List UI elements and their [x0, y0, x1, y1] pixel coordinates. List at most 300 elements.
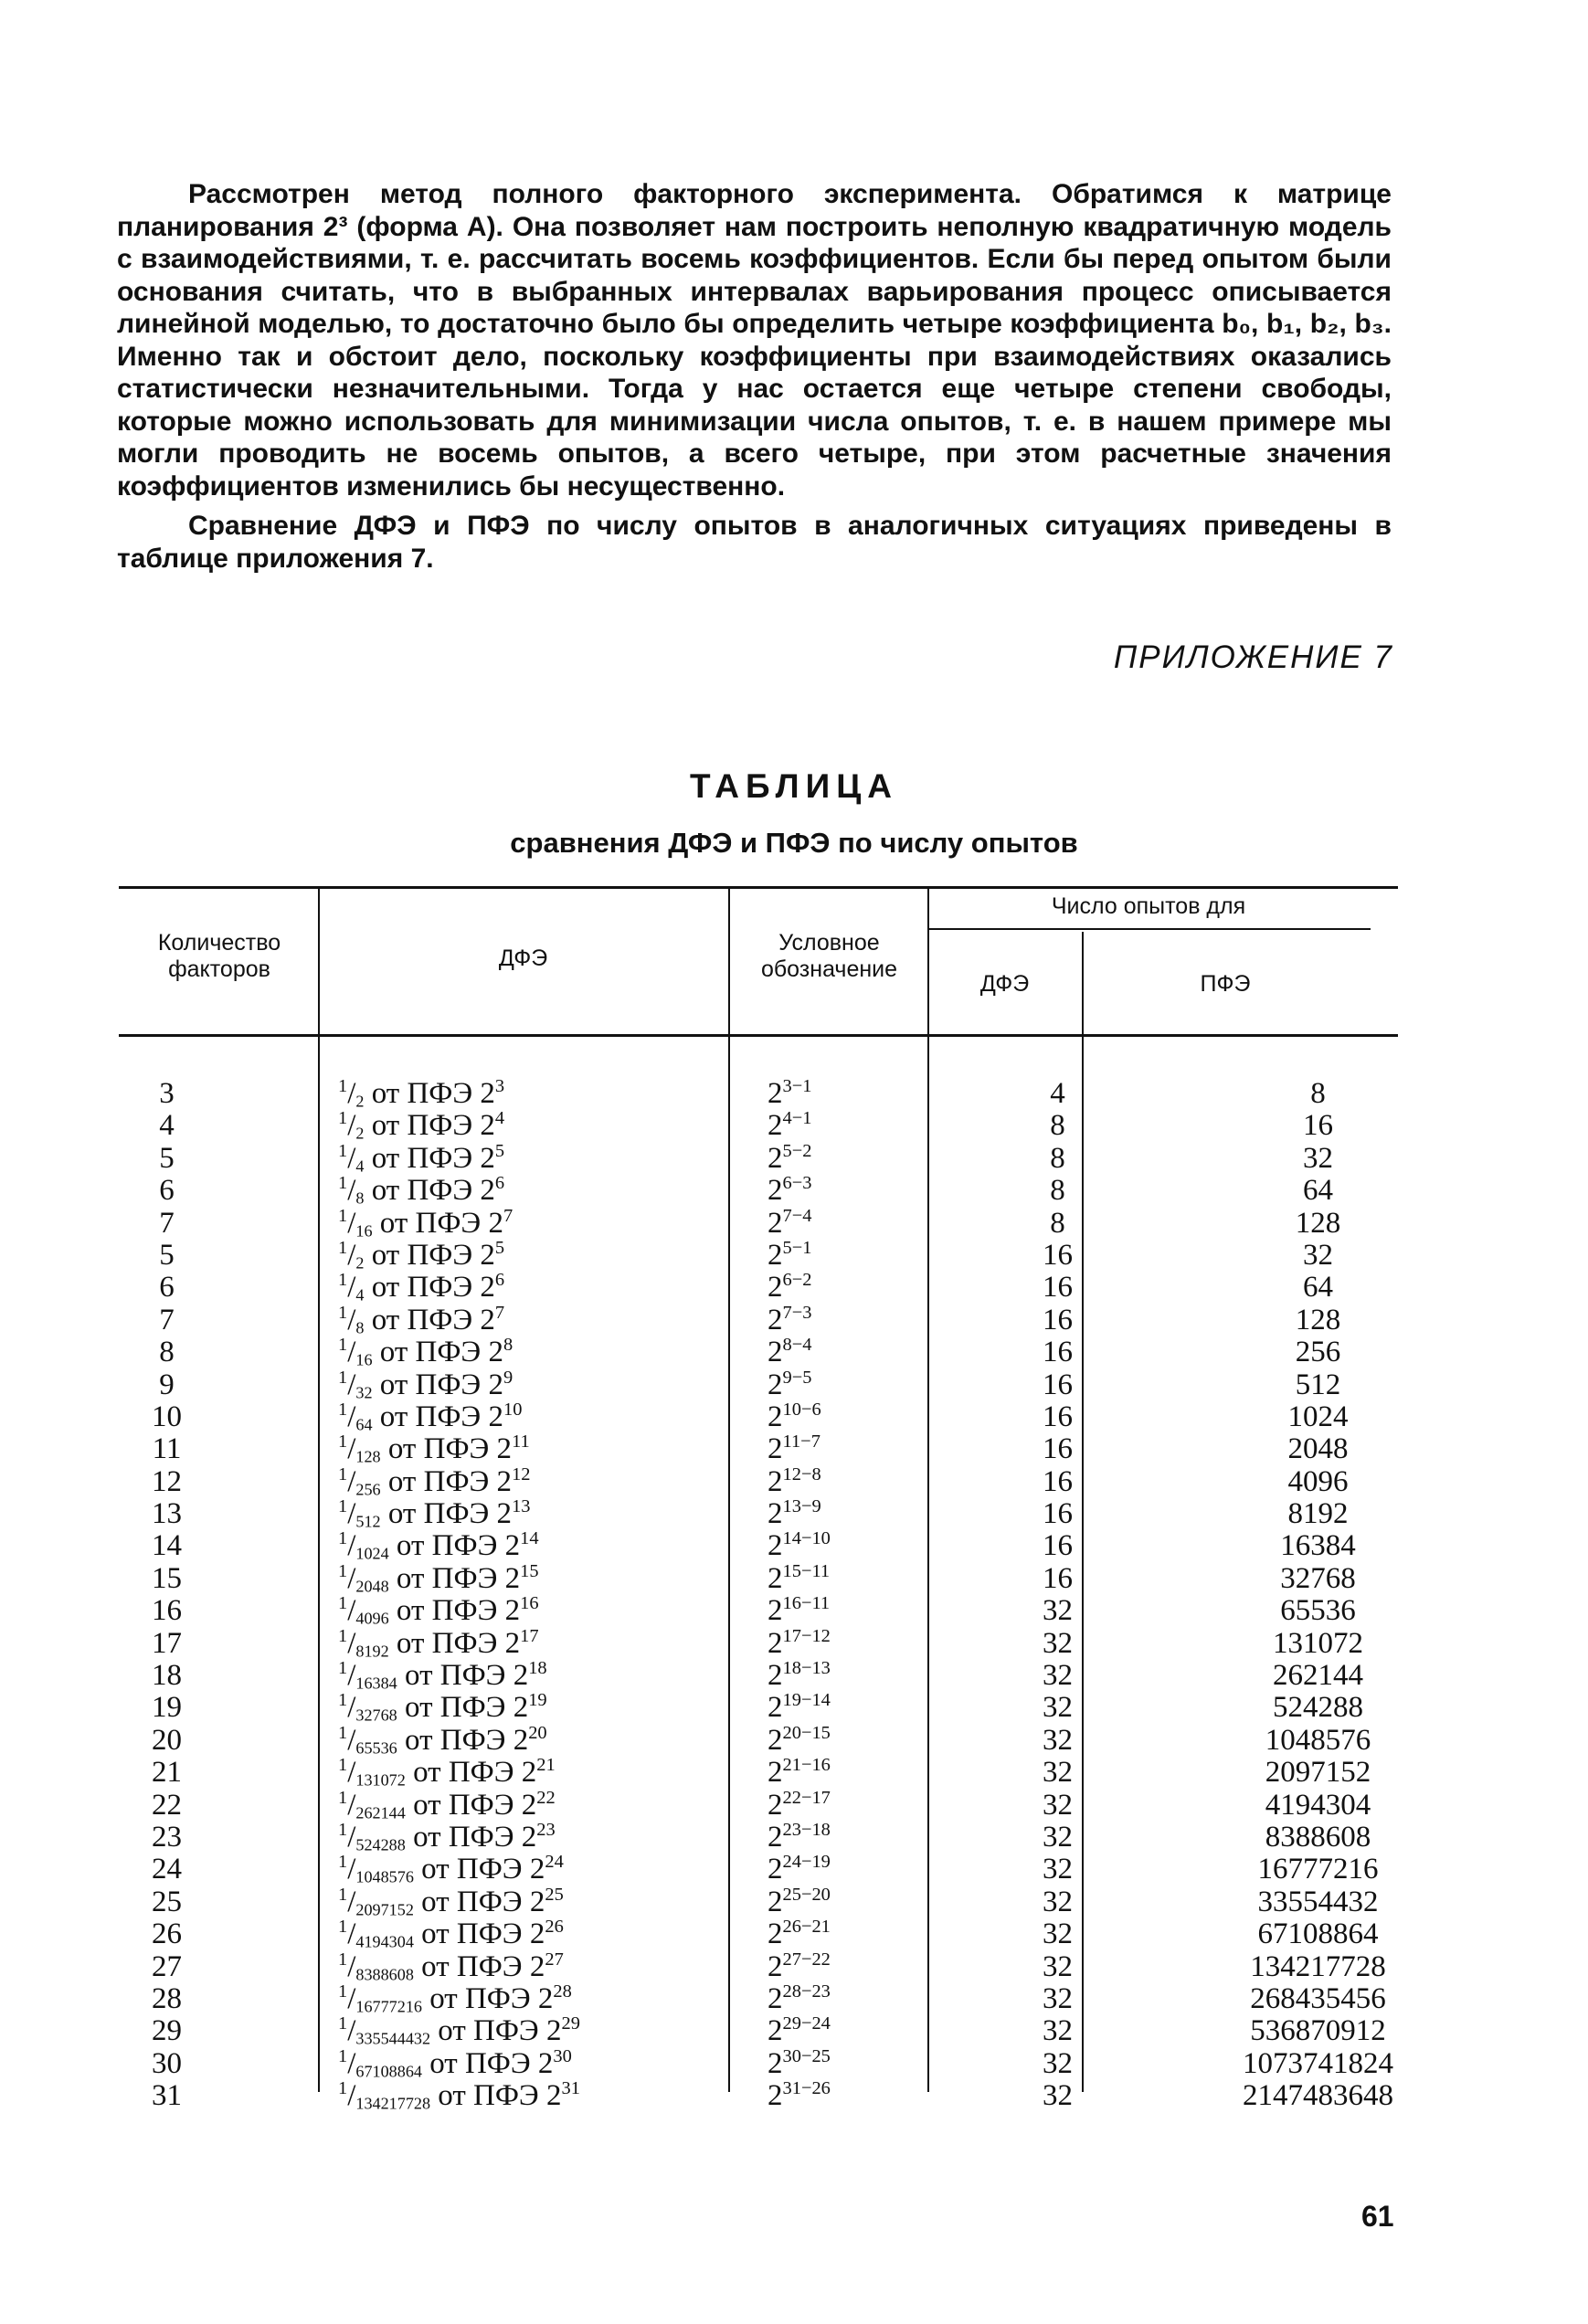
- dfe-fraction: $^1/_{4194304}$ от ПФЭ $2^{26}$: [338, 1917, 564, 1951]
- symbol-exponent: 17−12: [782, 1625, 831, 1646]
- symbol-notation: $2^{25-20}$: [768, 1884, 831, 1918]
- dfe-fraction: $^1/_4$ от ПФЭ $2^6$: [338, 1270, 505, 1305]
- fraction-denominator: 16: [355, 1221, 373, 1241]
- pfe-exponent: 18: [528, 1658, 547, 1679]
- dfe-fraction: $^1/_{1024}$ от ПФЭ $2^{14}$: [338, 1528, 539, 1563]
- symbol-notation: $2^{30-25}$: [768, 2045, 831, 2080]
- word-of: от: [397, 1723, 440, 1757]
- dfe-fraction: $^1/_{16384}$ от ПФЭ $2^{18}$: [338, 1658, 547, 1693]
- pfe-exponent: 3: [494, 1076, 505, 1096]
- word-pfe: ПФЭ 2: [456, 1917, 545, 1951]
- symbol-exponent: 21−16: [782, 1755, 831, 1776]
- word-pfe: ПФЭ 2: [448, 1820, 537, 1854]
- table-row: [119, 2015, 1398, 2047]
- pfe-run-count: 32: [1303, 1141, 1333, 1175]
- table-row: [119, 1401, 1398, 1433]
- pfe-run-count: 134217728: [1250, 1949, 1386, 1983]
- word-of: от: [364, 1303, 408, 1336]
- intro-paragraph-2: Сравнение ДФЭ и ПФЭ по числу опытов в аналогичных ситуациях приведены в таблице приложения 7.: [117, 511, 1392, 574]
- symbol-notation: $2^{19-14}$: [768, 1690, 831, 1725]
- symbol-notation: $2^{5-2}$: [768, 1140, 812, 1175]
- pfe-exponent: 22: [536, 1787, 556, 1808]
- dfe-fraction: $^1/_8$ от ПФЭ $2^6$: [338, 1173, 505, 1208]
- word-of: от: [364, 1077, 408, 1110]
- table-row: [119, 1078, 1398, 1110]
- pfe-run-count: 1048576: [1265, 1723, 1371, 1757]
- word-pfe: ПФЭ 2: [464, 1981, 554, 2015]
- fraction-numerator: 1: [338, 1981, 348, 2002]
- dfe-fraction: $^1/_{256}$ от ПФЭ $2^{12}$: [338, 1463, 531, 1499]
- dfe-run-count: 32: [1043, 1594, 1073, 1628]
- factor-count: 7: [159, 1206, 175, 1240]
- fraction-numerator: 1: [338, 1949, 348, 1970]
- fraction-denominator: 8: [355, 1188, 365, 1208]
- factor-count: 18: [152, 1659, 182, 1693]
- table-row: [119, 1886, 1398, 1918]
- table-header-rule: [119, 1034, 1398, 1037]
- fraction-numerator: 1: [338, 1787, 348, 1808]
- word-pfe: ПФЭ 2: [456, 1949, 545, 1983]
- fraction-denominator: 2097152: [355, 1900, 414, 1919]
- dfe-fraction: $^1/_4$ от ПФЭ $2^5$: [338, 1140, 505, 1176]
- pfe-run-count: 64: [1303, 1271, 1333, 1305]
- dfe-fraction: $^1/_{2048}$ от ПФЭ $2^{15}$: [338, 1560, 539, 1596]
- word-pfe: ПФЭ 2: [431, 1529, 521, 1563]
- table-row: [119, 1175, 1398, 1207]
- dfe-run-count: 32: [1043, 1756, 1073, 1790]
- dfe-fraction: $^1/_2$ от ПФЭ $2^5$: [338, 1237, 505, 1273]
- word-of: от: [421, 1981, 465, 2015]
- factor-count: 25: [152, 1885, 182, 1918]
- fraction-numerator: 1: [338, 2013, 348, 2034]
- pfe-exponent: 12: [512, 1463, 531, 1484]
- fraction-denominator: 1024: [355, 1545, 389, 1563]
- dfe-fraction: $^1/_8$ от ПФЭ $2^7$: [338, 1302, 505, 1337]
- dfe-fraction: $^1/_{32768}$ от ПФЭ $2^{19}$: [338, 1690, 547, 1725]
- pfe-exponent: 29: [561, 2013, 580, 2034]
- fraction-numerator: 1: [338, 1367, 348, 1388]
- pfe-exponent: 13: [512, 1496, 531, 1517]
- word-of: от: [388, 1594, 432, 1628]
- factor-count: 10: [152, 1400, 182, 1433]
- fraction-denominator: 4096: [355, 1609, 389, 1628]
- fraction-denominator: 256: [355, 1480, 381, 1499]
- factor-count: 8: [159, 1336, 175, 1369]
- factor-count: 20: [152, 1723, 182, 1757]
- fraction-denominator: 16: [355, 1350, 373, 1369]
- word-of: от: [413, 1885, 457, 1918]
- pfe-run-count: 8192: [1287, 1497, 1349, 1531]
- dfe-fraction: $^1/_{8192}$ от ПФЭ $2^{17}$: [338, 1625, 539, 1661]
- table-row: [119, 1854, 1398, 1886]
- dfe-fraction: $^1/_{8388608}$ от ПФЭ $2^{27}$: [338, 1949, 564, 1984]
- symbol-exponent: 25−20: [782, 1884, 831, 1905]
- word-pfe: ПФЭ 2: [423, 1464, 513, 1498]
- word-of: от: [364, 1271, 408, 1305]
- fraction-denominator: 65536: [355, 1738, 397, 1758]
- word-pfe: ПФЭ 2: [415, 1368, 503, 1401]
- word-pfe: ПФЭ 2: [407, 1141, 495, 1175]
- word-of: от: [380, 1432, 424, 1466]
- word-of: от: [388, 1529, 432, 1563]
- table-row: [119, 2080, 1398, 2112]
- table-title: ТАБЛИЦА: [690, 767, 898, 805]
- pfe-run-count: 524288: [1273, 1691, 1363, 1725]
- pfe-run-count: 131072: [1273, 1626, 1363, 1660]
- table-row: [119, 1433, 1398, 1465]
- factor-count: 28: [152, 1981, 182, 2015]
- factor-count: 17: [152, 1626, 182, 1660]
- fraction-denominator: 4: [355, 1285, 365, 1305]
- pfe-exponent: 10: [503, 1399, 523, 1420]
- fraction-numerator: 1: [338, 1302, 348, 1323]
- fraction-denominator: 16777216: [355, 1997, 422, 2016]
- dfe-run-count: 32: [1043, 1659, 1073, 1693]
- word-of: от: [421, 2046, 465, 2080]
- word-pfe: ПФЭ 2: [473, 2014, 562, 2048]
- table-row: [119, 1918, 1398, 1950]
- factor-count: 4: [159, 1109, 175, 1143]
- symbol-notation: $2^{9-5}$: [768, 1367, 812, 1401]
- factor-count: 31: [152, 2079, 182, 2113]
- table-row: [119, 1595, 1398, 1627]
- dfe-fraction: $^1/_{524288}$ от ПФЭ $2^{23}$: [338, 1819, 556, 1854]
- pfe-run-count: 16384: [1280, 1529, 1356, 1563]
- pfe-exponent: 30: [553, 2045, 572, 2066]
- word-of: от: [372, 1336, 416, 1369]
- fraction-denominator: 1048576: [355, 1867, 414, 1886]
- word-of: от: [397, 1691, 440, 1725]
- dfe-run-count: 4: [1050, 1077, 1065, 1110]
- header-count-pfe: ПФЭ: [1200, 971, 1251, 997]
- fraction-numerator: 1: [338, 2078, 348, 2099]
- fraction-denominator: 4: [355, 1157, 365, 1176]
- word-pfe: ПФЭ 2: [439, 1723, 529, 1757]
- pfe-exponent: 26: [545, 1917, 564, 1938]
- dfe-fraction: $^1/_2$ от ПФЭ $2^4$: [338, 1108, 505, 1143]
- fraction-numerator: 1: [338, 1270, 348, 1291]
- pfe-run-count: 262144: [1273, 1659, 1363, 1693]
- dfe-run-count: 16: [1043, 1238, 1073, 1272]
- fraction-denominator: 134217728: [355, 2094, 431, 2113]
- factor-count: 22: [152, 1788, 182, 1822]
- pfe-run-count: 16777216: [1257, 1853, 1379, 1886]
- fraction-numerator: 1: [338, 1852, 348, 1873]
- word-of: от: [380, 1464, 424, 1498]
- fraction-numerator: 1: [338, 1528, 348, 1549]
- symbol-exponent: 3−1: [782, 1076, 812, 1096]
- pfe-run-count: 256: [1295, 1336, 1341, 1369]
- fraction-denominator: 32768: [355, 1706, 397, 1725]
- table-row: [119, 1498, 1398, 1530]
- symbol-exponent: 29−24: [782, 2013, 831, 2034]
- factor-count: 21: [152, 1756, 182, 1790]
- fraction-numerator: 1: [338, 1463, 348, 1484]
- dfe-run-count: 16: [1043, 1464, 1073, 1498]
- pfe-exponent: 24: [545, 1852, 564, 1873]
- symbol-notation: $2^{15-11}$: [768, 1560, 831, 1595]
- pfe-exponent: 27: [545, 1949, 564, 1970]
- fraction-denominator: 131072: [355, 1770, 406, 1790]
- dfe-run-count: 16: [1043, 1271, 1073, 1305]
- symbol-notation: $2^{16-11}$: [768, 1593, 831, 1628]
- symbol-notation: $2^{10-6}$: [768, 1399, 821, 1433]
- factor-count: 26: [152, 1917, 182, 1951]
- factor-count: 3: [159, 1077, 175, 1110]
- pfe-exponent: 4: [494, 1108, 505, 1129]
- pfe-exponent: 31: [561, 2078, 580, 2099]
- fraction-numerator: 1: [338, 1690, 348, 1711]
- symbol-notation: $2^{18-13}$: [768, 1658, 831, 1693]
- word-of: от: [388, 1626, 432, 1660]
- pfe-exponent: 7: [503, 1205, 513, 1226]
- fraction-denominator: 8192: [355, 1642, 389, 1661]
- factor-count: 12: [152, 1464, 182, 1498]
- fraction-denominator: 67108864: [355, 2062, 422, 2081]
- dfe-run-count: 16: [1043, 1529, 1073, 1563]
- word-of: от: [364, 1174, 408, 1208]
- pfe-run-count: 65536: [1280, 1594, 1356, 1628]
- header-count-dfe: ДФЭ: [979, 971, 1030, 997]
- fraction-numerator: 1: [338, 1819, 348, 1840]
- dfe-fraction: $^1/_{1048576}$ от ПФЭ $2^{24}$: [338, 1852, 564, 1886]
- symbol-exponent: 5−1: [782, 1237, 812, 1258]
- word-of: от: [364, 1238, 408, 1272]
- fraction-numerator: 1: [338, 1560, 348, 1581]
- dfe-run-count: 16: [1043, 1497, 1073, 1531]
- fraction-denominator: 128: [355, 1447, 381, 1466]
- table-row: [119, 1757, 1398, 1789]
- symbol-notation: $2^{21-16}$: [768, 1755, 831, 1790]
- dfe-fraction: $^1/_{32}$ от ПФЭ $2^9$: [338, 1367, 513, 1402]
- dfe-run-count: 32: [1043, 1853, 1073, 1886]
- table-row: [119, 1369, 1398, 1401]
- word-pfe: ПФЭ 2: [423, 1432, 513, 1466]
- symbol-notation: $2^{14-10}$: [768, 1528, 831, 1563]
- fraction-numerator: 1: [338, 1335, 348, 1356]
- word-of: от: [380, 1497, 424, 1531]
- table-row: [119, 1692, 1398, 1724]
- word-pfe: ПФЭ 2: [407, 1303, 495, 1336]
- header-dfe: ДФЭ: [498, 945, 548, 971]
- page-number: 61: [1361, 2200, 1394, 2233]
- pfe-run-count: 268435456: [1250, 1981, 1386, 2015]
- symbol-exponent: 6−3: [782, 1173, 812, 1194]
- fraction-numerator: 1: [338, 1917, 348, 1938]
- factor-count: 27: [152, 1949, 182, 1983]
- factor-count: 14: [152, 1529, 182, 1563]
- fraction-numerator: 1: [338, 1076, 348, 1096]
- fraction-denominator: 262144: [355, 1803, 406, 1822]
- dfe-run-count: 32: [1043, 1723, 1073, 1757]
- word-pfe: ПФЭ 2: [456, 1885, 545, 1918]
- word-of: от: [405, 1820, 449, 1854]
- fraction-denominator: 512: [355, 1512, 381, 1531]
- word-pfe: ПФЭ 2: [439, 1691, 529, 1725]
- factor-count: 30: [152, 2046, 182, 2080]
- factor-count: 6: [159, 1174, 175, 1208]
- appendix-label: ПРИЛОЖЕНИЕ 7: [1113, 639, 1393, 675]
- dfe-run-count: 8: [1050, 1206, 1065, 1240]
- table-row: [119, 1530, 1398, 1562]
- pfe-run-count: 4194304: [1265, 1788, 1371, 1822]
- dfe-run-count: 32: [1043, 1820, 1073, 1854]
- pfe-exponent: 8: [503, 1335, 513, 1356]
- pfe-exponent: 21: [536, 1755, 556, 1776]
- dfe-run-count: 16: [1043, 1336, 1073, 1369]
- symbol-exponent: 18−13: [782, 1658, 831, 1679]
- word-of: от: [413, 1917, 457, 1951]
- word-of: от: [372, 1368, 416, 1401]
- fraction-numerator: 1: [338, 1658, 348, 1679]
- dfe-run-count: 16: [1043, 1561, 1073, 1595]
- fraction-numerator: 1: [338, 1593, 348, 1614]
- table-row: [119, 1110, 1398, 1142]
- symbol-notation: $2^{7-4}$: [768, 1205, 812, 1240]
- word-pfe: ПФЭ 2: [407, 1077, 495, 1110]
- symbol-notation: $2^{29-24}$: [768, 2013, 831, 2048]
- fraction-denominator: 2: [355, 1092, 365, 1111]
- pfe-run-count: 32: [1303, 1238, 1333, 1272]
- fraction-numerator: 1: [338, 1722, 348, 1743]
- dfe-run-count: 32: [1043, 1885, 1073, 1918]
- word-pfe: ПФЭ 2: [456, 1853, 545, 1886]
- dfe-run-count: 32: [1043, 1917, 1073, 1951]
- word-of: от: [430, 2079, 474, 2113]
- fraction-numerator: 1: [338, 1205, 348, 1226]
- symbol-notation: $2^{17-12}$: [768, 1625, 831, 1660]
- fraction-numerator: 1: [338, 1173, 348, 1194]
- dfe-run-count: 16: [1043, 1303, 1073, 1336]
- word-pfe: ПФЭ 2: [423, 1497, 513, 1531]
- symbol-notation: $2^{24-19}$: [768, 1852, 831, 1886]
- symbol-exponent: 19−14: [782, 1690, 831, 1711]
- word-of: от: [372, 1400, 416, 1433]
- symbol-notation: $2^{4-1}$: [768, 1108, 812, 1143]
- dfe-run-count: 32: [1043, 1626, 1073, 1660]
- word-pfe: ПФЭ 2: [439, 1659, 529, 1693]
- pfe-run-count: 128: [1295, 1303, 1341, 1336]
- symbol-notation: $2^{28-23}$: [768, 1981, 831, 2015]
- table-row: [119, 1463, 1398, 1499]
- dfe-fraction: $^1/_{16}$ от ПФЭ $2^7$: [338, 1205, 513, 1241]
- symbol-notation: $2^{6-3}$: [768, 1173, 812, 1208]
- factor-count: 23: [152, 1820, 182, 1854]
- symbol-exponent: 15−11: [782, 1560, 831, 1581]
- pfe-run-count: 2048: [1287, 1432, 1349, 1466]
- word-pfe: ПФЭ 2: [407, 1271, 495, 1305]
- table-row: [119, 1560, 1398, 1596]
- fraction-denominator: 2048: [355, 1577, 389, 1596]
- fraction-denominator: 64: [355, 1415, 373, 1434]
- factor-count: 6: [159, 1271, 175, 1305]
- dfe-fraction: $^1/_{131072}$ от ПФЭ $2^{21}$: [338, 1755, 556, 1790]
- pfe-run-count: 33554432: [1257, 1885, 1379, 1918]
- pfe-exponent: 6: [494, 1270, 505, 1291]
- table-row: [119, 1983, 1398, 2015]
- dfe-run-count: 16: [1043, 1432, 1073, 1466]
- pfe-exponent: 5: [494, 1237, 505, 1258]
- word-pfe: ПФЭ 2: [407, 1174, 495, 1208]
- header-symbol: Условное обозначение: [760, 930, 898, 982]
- symbol-exponent: 24−19: [782, 1852, 831, 1873]
- symbol-notation: $2^{26-21}$: [768, 1917, 831, 1951]
- symbol-notation: $2^{3-1}$: [768, 1076, 812, 1110]
- table-row: [119, 1951, 1398, 1983]
- fraction-numerator: 1: [338, 1755, 348, 1776]
- word-of: от: [405, 1788, 449, 1822]
- factor-count: 15: [152, 1561, 182, 1595]
- pfe-run-count: 64: [1303, 1174, 1333, 1208]
- pfe-exponent: 9: [503, 1367, 513, 1388]
- word-of: от: [430, 2014, 474, 2048]
- symbol-exponent: 6−2: [782, 1270, 812, 1291]
- symbol-notation: $2^{8-4}$: [768, 1335, 812, 1369]
- dfe-run-count: 32: [1043, 1981, 1073, 2015]
- symbol-notation: $2^{6-2}$: [768, 1270, 812, 1305]
- factor-count: 29: [152, 2014, 182, 2048]
- dfe-fraction: $^1/_{65536}$ от ПФЭ $2^{20}$: [338, 1722, 547, 1758]
- word-pfe: ПФЭ 2: [407, 1238, 495, 1272]
- word-of: от: [364, 1141, 408, 1175]
- fraction-denominator: 16384: [355, 1674, 397, 1693]
- table-row: [119, 1660, 1398, 1692]
- symbol-notation: $2^{13-9}$: [768, 1496, 821, 1531]
- dfe-run-count: 8: [1050, 1141, 1065, 1175]
- fraction-denominator: 335544432: [355, 2029, 431, 2048]
- table-row: [119, 1302, 1398, 1337]
- symbol-exponent: 28−23: [782, 1981, 831, 2002]
- word-pfe: ПФЭ 2: [407, 1109, 495, 1143]
- fraction-denominator: 4194304: [355, 1932, 414, 1951]
- table-row: [119, 1237, 1398, 1273]
- intro-paragraph-1: Рассмотрен метод полного факторного эксперимента. Обратимся к матрице планирования 2³ (форма А). Она позволяет нам построить неполную квадратичную модель с взаимодействиями, т. е. рассчитать восемь коэффициентов. Если бы перед опытом были основания считать, что в выбранных интервалах варьирования процесс описывается линейной моделью, то достаточно было бы определить четыре коэффициента b₀, b₁, b₂, b₃. Именно так и обстоит дело, поскольку коэффициенты при взаимодействиях оказались статистически незначительными. Тогда у нас остается еще четыре степени свободы, которые можно использовать для минимизации числа опытов, т. е. в нашем примере мы могли проводить не восемь опытов, а всего четыре, при этом расчетные значения коэффициентов изменились бы несущественно.: [117, 179, 1392, 502]
- symbol-notation: $2^{7-3}$: [768, 1302, 812, 1336]
- symbol-exponent: 9−5: [782, 1367, 812, 1388]
- table-row: [119, 1140, 1398, 1176]
- fraction-numerator: 1: [338, 1140, 348, 1161]
- factor-count: 5: [159, 1238, 175, 1272]
- pfe-run-count: 1073741824: [1243, 2046, 1393, 2080]
- fraction-denominator: 524288: [355, 1835, 406, 1854]
- table-row: [119, 1625, 1398, 1661]
- symbol-exponent: 30−25: [782, 2045, 831, 2066]
- factor-count: 13: [152, 1497, 182, 1531]
- pfe-run-count: 32768: [1280, 1561, 1356, 1595]
- fraction-numerator: 1: [338, 1108, 348, 1129]
- pfe-run-count: 67108864: [1257, 1917, 1379, 1951]
- word-pfe: ПФЭ 2: [464, 2046, 554, 2080]
- pfe-exponent: 11: [512, 1431, 530, 1452]
- symbol-notation: $2^{20-15}$: [768, 1722, 831, 1757]
- dfe-fraction: $^1/_{128}$ от ПФЭ $2^{11}$: [338, 1431, 530, 1466]
- table-row: [119, 1819, 1398, 1854]
- pfe-run-count: 16: [1303, 1109, 1333, 1143]
- symbol-exponent: 7−3: [782, 1302, 812, 1323]
- dfe-run-count: 16: [1043, 1368, 1073, 1401]
- fraction-denominator: 2: [355, 1253, 365, 1273]
- word-pfe: ПФЭ 2: [431, 1594, 521, 1628]
- pfe-exponent: 14: [520, 1528, 539, 1549]
- dfe-run-count: 32: [1043, 1949, 1073, 1983]
- dfe-run-count: 32: [1043, 2079, 1073, 2113]
- factor-count: 16: [152, 1594, 182, 1628]
- dfe-fraction: $^1/_{16}$ от ПФЭ $2^8$: [338, 1335, 513, 1369]
- dfe-run-count: 8: [1050, 1109, 1065, 1143]
- dfe-fraction: $^1/_2$ от ПФЭ $2^3$: [338, 1076, 505, 1111]
- pfe-run-count: 4096: [1287, 1464, 1349, 1498]
- table-row: [119, 1336, 1398, 1368]
